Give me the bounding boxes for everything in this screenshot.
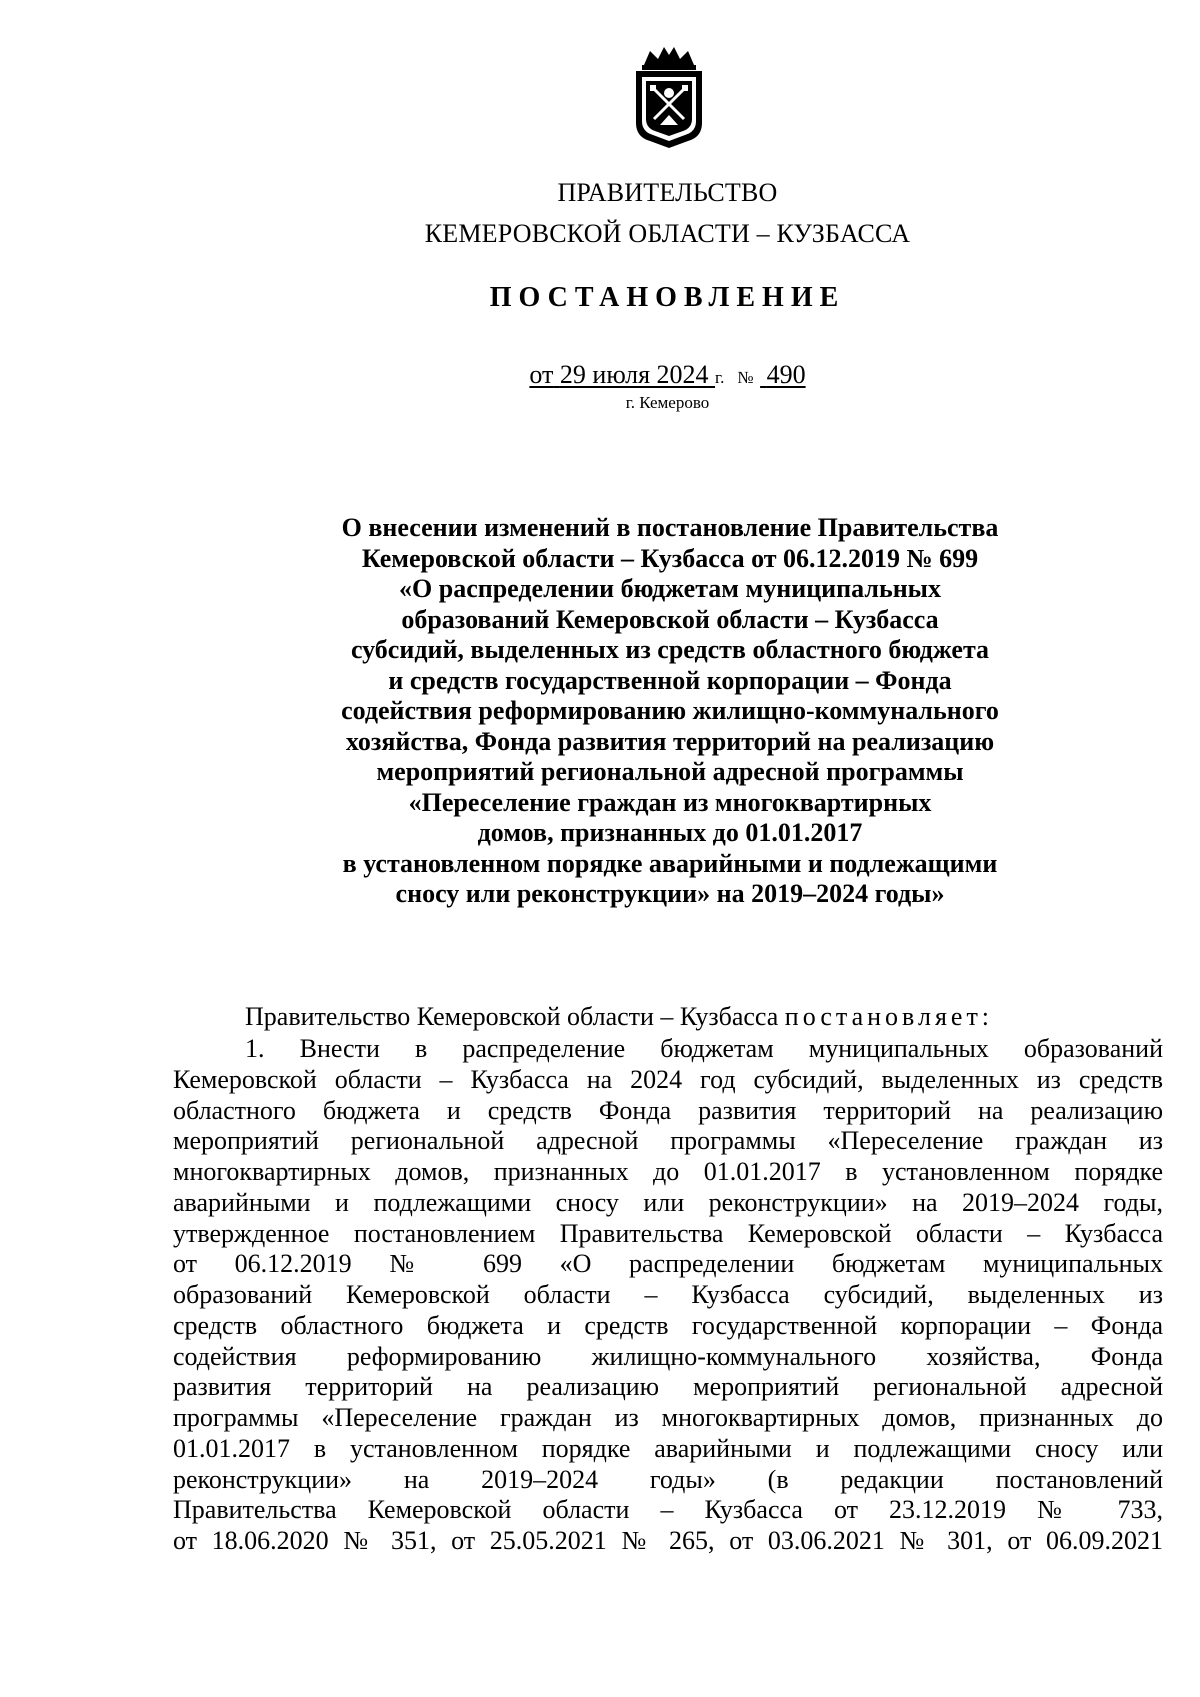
paragraph-line: средств областного бюджета и средств государственной корпорации – Фонда <box>173 1310 1163 1340</box>
title-line: мероприятий региональной адресной программы <box>376 757 964 786</box>
paragraph-line: от 18.06.2020 № 351, от 25.05.2021 № 265, от 03.06.2021 № 301, от 06.09.2021 <box>173 1526 1163 1555</box>
paragraph-line: Кемеровской области – Кузбасса на 2024 год субсидий, выделенных из средств <box>173 1064 1163 1094</box>
document-number-value: 490 <box>766 360 806 389</box>
paragraph-line: мероприятий региональной адресной программы «Переселение граждан из <box>173 1126 1163 1156</box>
paragraph-line: аварийными и подлежащими сносу или реконструкции» на 2019–2024 годы, <box>173 1187 1163 1217</box>
preamble-resolves: постановляет: <box>784 1002 994 1031</box>
body-paragraph-1 <box>173 1034 1163 1557</box>
document-number <box>760 360 806 389</box>
preamble-text: Правительство Кемеровской области – Кузбасса <box>245 1002 785 1031</box>
paragraph-line: содействия реформированию жилищно-коммунального хозяйства, Фонда <box>173 1341 1163 1371</box>
date-number-row <box>0 360 1200 390</box>
title-line: «Переселение граждан из многоквартирных <box>408 787 932 817</box>
title-line: домов, признанных до 01.01.2017 <box>477 818 863 847</box>
paragraph-line: многоквартирных домов, признанных до 01.01.2017 в установленном порядке <box>173 1157 1163 1186</box>
date-underlined <box>529 360 715 389</box>
document-type: ПОСТАНОВЛЕНИЕ <box>489 282 846 313</box>
paragraph-line: утвержденное постановлением Правительства Кемеровской области – Кузбасса <box>173 1218 1163 1248</box>
paragraph-line: областного бюджета и средств Фонда развития территорий на реализацию <box>173 1095 1163 1125</box>
paragraph-line: от 06.12.2019 № 699 «О распределении бюджетам муниципальных <box>173 1249 1163 1279</box>
title-line: образований Кемеровской области – Кузбасса <box>401 604 939 634</box>
paragraph-line: 1. Внести в распределение бюджетам муниципальных образований <box>245 1034 1163 1063</box>
title-line: субсидий, выделенных из средств областного бюджета <box>350 635 990 664</box>
paragraph-line: образований Кемеровской области – Кузбасса субсидий, выделенных из <box>173 1280 1163 1309</box>
preamble <box>245 1002 993 1032</box>
city: г. Кемерово <box>625 393 710 412</box>
government-name-line-2: КЕМЕРОВСКОЙ ОБЛАСТИ – КУЗБАССА <box>424 219 911 248</box>
government-name-line-1: ПРАВИТЕЛЬСТВО <box>557 178 778 207</box>
paragraph-line: реконструкции» на 2019–2024 годы» (в редакции постановлений <box>173 1464 1163 1494</box>
date-suffix: г. <box>715 368 725 387</box>
title-line: и средств государственной корпорации – Фонда <box>388 665 952 695</box>
title-line: хозяйства, Фонда развития территорий на реализацию <box>345 726 995 756</box>
title-line: Кемеровской области – Кузбасса от 06.12.2019 № 699 <box>361 543 979 573</box>
title-line: в установленном порядке аварийными и подлежащими <box>342 848 998 878</box>
paragraph-line: 01.01.2017 в установленном порядке аварийными и подлежащими сносу или <box>173 1433 1163 1463</box>
title-line: сносу или реконструкции» на 2019–2024 годы» <box>395 879 945 908</box>
date-prefix: от <box>529 360 554 389</box>
paragraph-line: развития территорий на реализацию мероприятий региональной адресной <box>173 1372 1163 1402</box>
date-value: 29 июля 2024 <box>559 360 709 389</box>
title-line: О внесении изменений в постановление Правительства <box>341 513 999 542</box>
number-label: № <box>737 368 754 387</box>
kemerovo-coat-of-arms-icon <box>630 45 708 150</box>
paragraph-line: программы «Переселение граждан из многоквартирных домов, признанных до <box>173 1403 1163 1432</box>
paragraph-line: Правительства Кемеровской области – Кузбасса от 23.12.2019 № 733, <box>173 1495 1163 1525</box>
title-line: содействия реформированию жилищно-коммунального <box>341 696 999 725</box>
title-line: «О распределении бюджетам муниципальных <box>399 574 941 603</box>
document-title <box>290 513 1050 910</box>
